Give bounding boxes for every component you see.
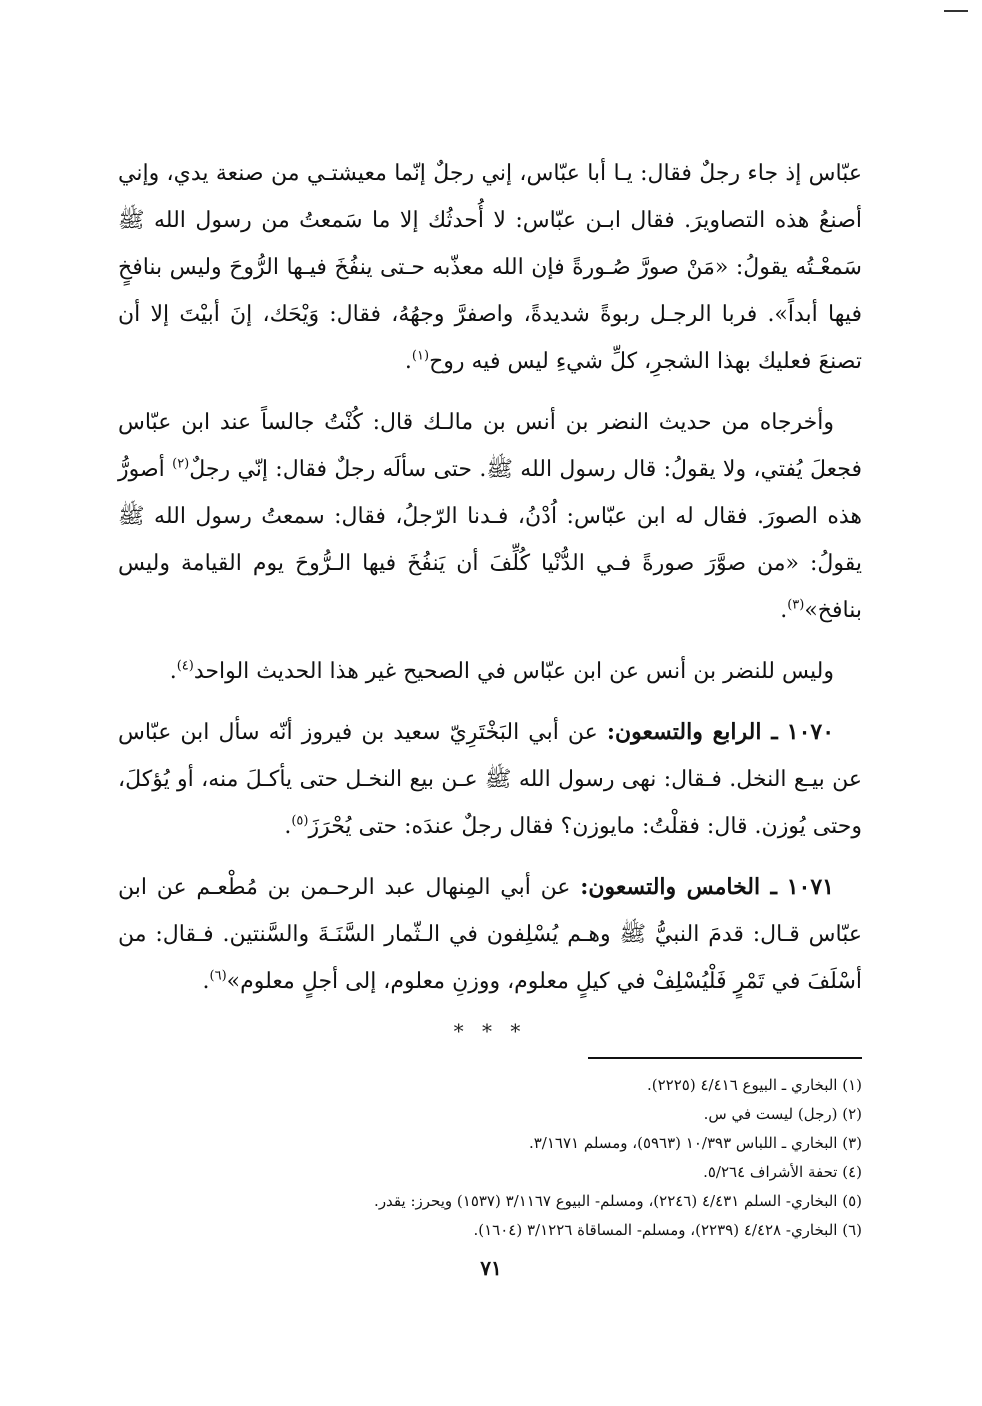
page-body — [118, 150, 862, 1245]
paragraph-3 — [118, 648, 862, 695]
footnote-ref-1[interactable]: (١) — [411, 348, 430, 364]
section-divider: * * * — [453, 1019, 527, 1043]
paragraph-1-text: عبّاس إذ جاء رجلٌ فقال: يـا أبا عبّاس، إني رجلٌ إنّما معيشتـي من صنعة يدي، وإني أصنعُ هذه التصاويرَ. فقال ابـن عبّاس: لا أُحدثُك إلا ما سَمعتُ من رسول الله ﷺ سَمعْـتُه يقولُ: «مَنْ صورَّ صُـورةً فإن الله معذّبه حـتى ينفُخَ فيـها الرُّوحَ وليس بنافخٍ فيها أبداً». فربا الرجـل ربوةً شديدةً، واصفرَّ وجهُهُ، فقال: وَيْحَك، إنَ أبيْتَ إلا أن تصنعَ فعليك بهذا الشجرِ، كلِّ شيءِ ليس فيه روح — [118, 161, 862, 374]
corner-mark — [944, 10, 968, 12]
paragraph-2-end: . — [780, 598, 788, 623]
hadith-1071-end: . — [202, 969, 210, 994]
paragraph-2 — [118, 399, 862, 634]
hadith-1070 — [118, 709, 862, 850]
hadith-1071-title: ـ الخامس والتسعون: — [580, 874, 777, 900]
footnote-ref-4[interactable]: (٤) — [176, 658, 194, 674]
page-number: ٧١ — [480, 1256, 502, 1280]
footnote-2: (٢) (رجل) ليست في س. — [703, 1105, 862, 1123]
hadith-1070-title: ـ الرابع والتسعون: — [606, 719, 778, 745]
footnote-1: (١) البخاري ـ البيوع ٤/٤١٦ (٢٢٢٥). — [647, 1076, 862, 1094]
hadith-1070-end: . — [284, 814, 292, 839]
footnote-ref-3[interactable]: (٣) — [787, 597, 805, 613]
hadith-1071-number: ١٠٧١ — [786, 874, 834, 900]
paragraph-1 — [118, 150, 862, 385]
paragraph-2-text-b: أصورُّ هذه الصورَ. فقال له ابن عبّاس: اُدْنُ، فـدنا الرّجلُ، فقال: سمعتُ رسول الله ﷺ يقولُ: «من صوَّرَ صورةً فـي الدُّنْيا كُلِّفَ أن يَنفُخَ فيها الـرُّوحَ يوم القيامة وليس بنافخ» — [118, 457, 862, 623]
footnote-5: (٥) البخاري- السلم ٤/٤٣١ (٢٢٤٦)، ومسلم- البيوع ٣/١١٦٧ (١٥٣٧) ويحرز: يقدر. — [374, 1192, 862, 1210]
footnote-ref-2[interactable]: (٢) — [172, 456, 190, 472]
hadith-1071 — [118, 864, 862, 1005]
footnote-3: (٣) البخاري ـ اللباس ١٠/٣٩٣ (٥٩٦٣)، ومسلم ٣/١٦٧١. — [528, 1134, 862, 1152]
hadith-1070-number: ١٠٧٠ — [786, 719, 835, 745]
footnote-4: (٤) تحفة الأشراف ٥/٢٦٤. — [703, 1163, 862, 1181]
footnote-ref-5[interactable]: (٥) — [291, 813, 309, 829]
paragraph-3-end: . — [169, 659, 177, 684]
hadith-1071-text: عن أبي المِنهال عبد الرحـمن بن مُطْعـم عن ابن عبّاس قـال: قدمَ النبيُّ ﷺ وهـم يُسْلِفون في الـثّمار السَّنَـةَ والسَّنتين. فـقال: من أسْلَفَ في تَمْرٍ فَلْيُسْلِفْ في كيلٍ معلوم، ووزنِ معلوم، إلى أجلٍ معلوم» — [118, 875, 862, 994]
footnote-rule — [588, 1057, 862, 1059]
paragraph-1-end: . — [404, 349, 412, 374]
footnote-6: (٦) البخاري- ٤/٤٢٨ (٢٢٣٩)، ومسلم- المساقاة ٣/١٢٢٦ (١٦٠٤). — [473, 1221, 862, 1239]
footnote-ref-6[interactable]: (٦) — [209, 968, 227, 984]
paragraph-2-text: وأخرجاه من حديث النضر بن أنس بن مالـك قال: كُنْتُ جالساً عند ابن عبّاس فجعلَ يُفتي، ولا يقولُ: قال رسول الله ﷺ. حتى سألَه رجلٌ فقال: إنّي رجلٌ — [118, 410, 862, 482]
paragraph-3-text: وليس للنضر بن أنس عن ابن عبّاس في الصحيح غير هذا الحديث الواحد — [193, 659, 834, 684]
hadith-1070-text: عن أبي البَخْتَرِيّ سعيد بن فيروز أنّه سأل ابن عبّاس عن بيـع النخل. فـقال: نهى رسول الله ﷺ عـن بيع النخـل حتى يأكـلَ منه، أو يُؤكلَ، وحتى يُوزن. قال: فقلْتُ: مايوزن؟ فقال رجلٌ عندَه: حتى يُحْرَزَ — [118, 720, 862, 839]
footnotes — [118, 1071, 862, 1245]
